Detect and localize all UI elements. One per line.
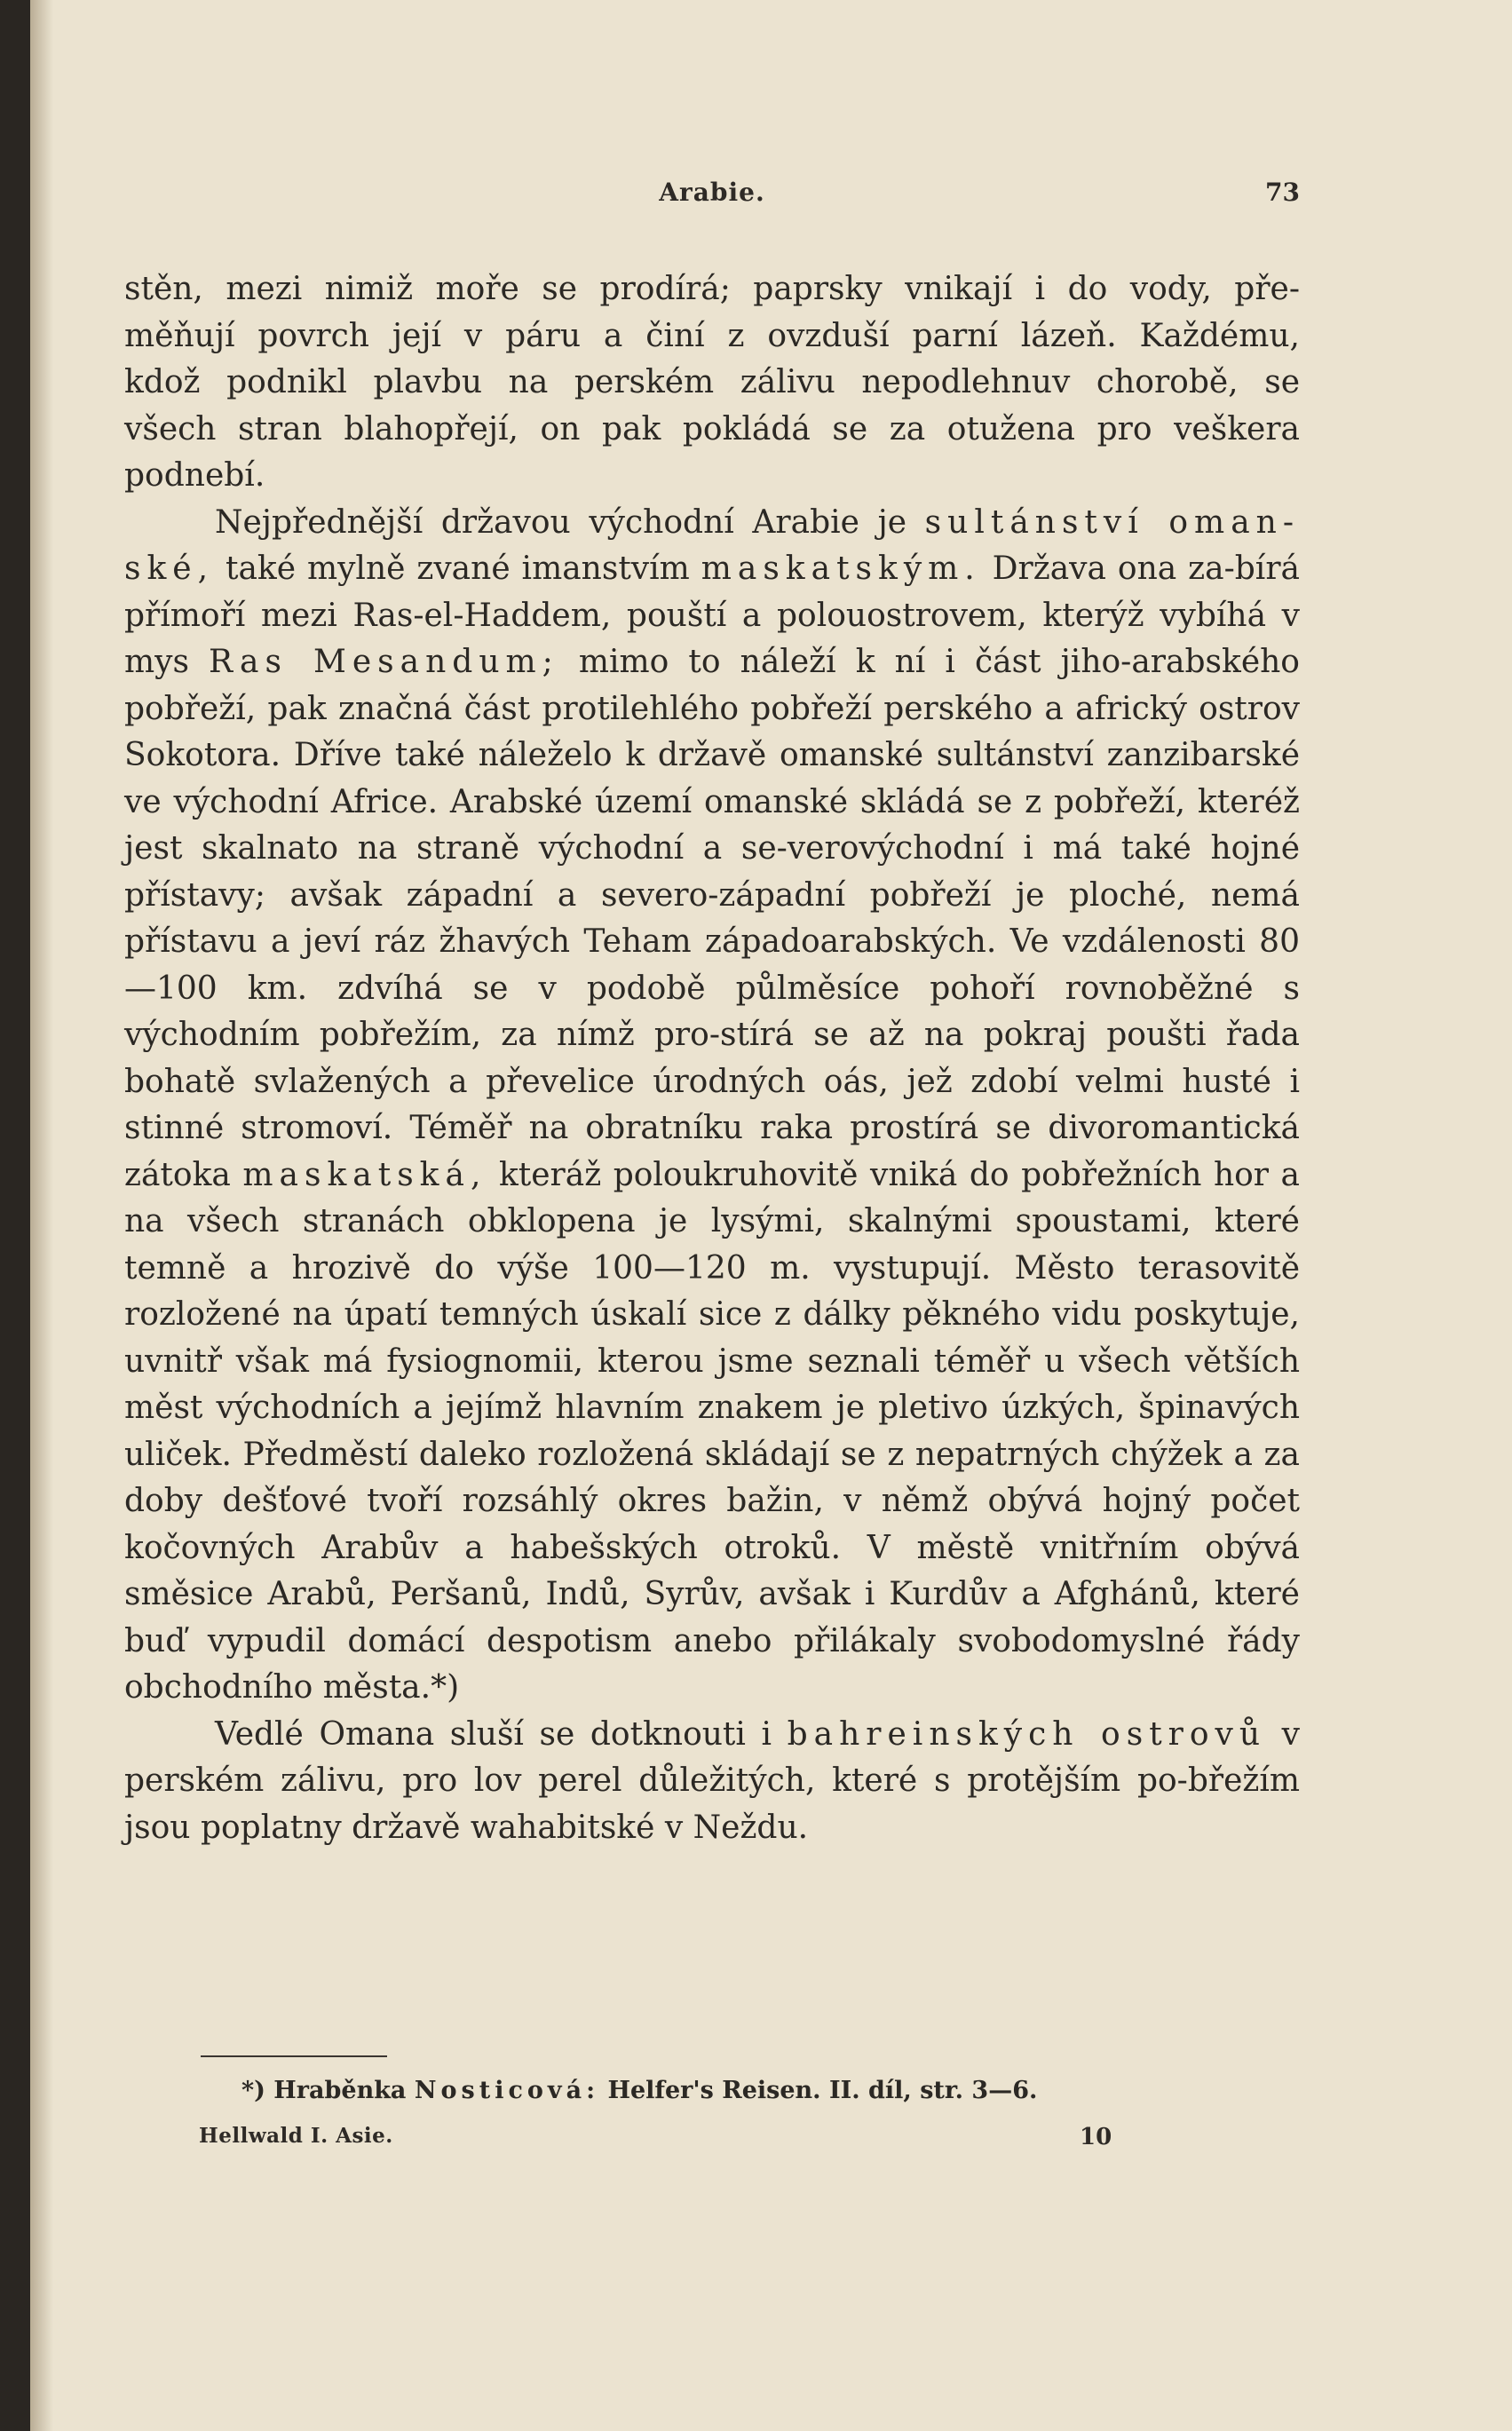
printer-signature [199,2124,1122,2159]
book-page [30,0,1512,2431]
text-run: kteráž poloukruhovitě vniká do pobřežních hor a na všech stranách obklopena je lysými, skalnými spoustami, které temně a hrozivě do výše 100—120 m. vystupují. Město terasovitě rozložené na úpatí temných úskalí sice z dálky pěkného vidu poskytuje, uvnitř však má fysiognomii, kterou jsme seznali téměř u všech větších měst východních a jejímž hlavním znakem je pletivo úzkých, špinavých uliček. Předměstí daleko rozložená skládají se z nepatrných chýžek a za doby dešťové tvoří rozsáhlý okres bažin, v němž obývá hojný počet kočovných Arabův a habešských otroků. V městě vnitřním obývá směsice Arabů, Peršanů, Indů, Syrův, avšak i Kurdův a Afghánů, které buď vypudil domácí despotism anebo přilákaly svobodomyslné řády obchodního města.*) [124,1156,1301,1706]
text-run: Država ona za-bírá přímoří mezi Ras-el-Haddem, pouští a polouostrovem, kterýž vybíhá v mys [124,550,1300,680]
paragraph-continued [124,266,1300,500]
text-run: Vedlé Omana sluší se dotknouti i [215,1715,788,1753]
footnote-rule [201,2055,387,2057]
spaced-term: maskatská, [242,1156,487,1193]
running-title: Arabie. [659,178,765,207]
footnote-author: Nosticová: [414,2077,600,2104]
paragraph-bahrein [124,1712,1300,1852]
running-head [124,178,1300,217]
text-line: všech stran blahopřejí, on pak pokládá se za otužena pro veškera [124,410,1300,447]
text-run: Nejpřednější državou východní Arabie je [215,503,925,541]
paragraph-oman [124,500,1300,1712]
footnote [241,2073,1307,2109]
text-run: v perském zálivu, pro lov perel důležitých, které s protějším po-břežím jsou poplatny državě wahabitské v Neždu. [124,1715,1300,1846]
text-run: mimo to náleží k ní i část jiho-arabského pobřeží, pak značná část protilehlého pobřeží perského a africký ostrov Sokotora. Dříve také náleželo k državě omanské sultánství zanzibarské ve východní Africe. Arabské území omanské skládá se z pobřeží, kteréž jest skalnato na straně východní a se-verovýchodní i má také hojné přístavy; avšak západní a severo-západní pobřeží je ploché, nemá přístavu a jeví ráz žhavých Teham západoarabských. Ve vzdálenosti 80—100 km. zdvíhá se v podobě půlměsíce pohoří rovnoběžné s východním pobřežím, za nímž pro-stírá se až na pokraj poušti řada bohatě svlažených a převelice úrodných oás, jež zdobí velmi husté i stinné stromoví. Téměř na obratníku raka prostírá se divoromantická zátoka [124,644,1300,1193]
page-number: 73 [1265,178,1300,207]
signature-title: Hellwald I. Asie. [199,2124,393,2148]
spaced-term: Ras Mesandum; [209,644,559,680]
footnote-text: Helfer's Reisen. II. díl, str. 3—6. [599,2077,1038,2104]
spaced-term: ské, [124,550,215,587]
text-line: kdož podnikl plavbu na perském zálivu nepodlehnuv chorobě, se [124,364,1300,400]
spaced-term: maskatským. [701,550,981,587]
text-run: také mylně zvané imanstvím [214,550,701,587]
main-text [124,266,1300,1851]
spaced-term: bahreinských ostrovů [787,1715,1267,1753]
footnote-text: *) Hraběnka [241,2077,415,2104]
text-line: stěn, mezi nimiž moře se prodírá; paprsky vnikají i do vody, pře- [124,271,1300,307]
spaced-term: sultánství oman- [924,503,1301,541]
signature-number: 10 [1080,2124,1112,2150]
text-line: měňují povrch její v páru a činí z ovzduší parní lázeň. Každému, [124,317,1300,354]
text-line: podnebí. [124,457,265,494]
